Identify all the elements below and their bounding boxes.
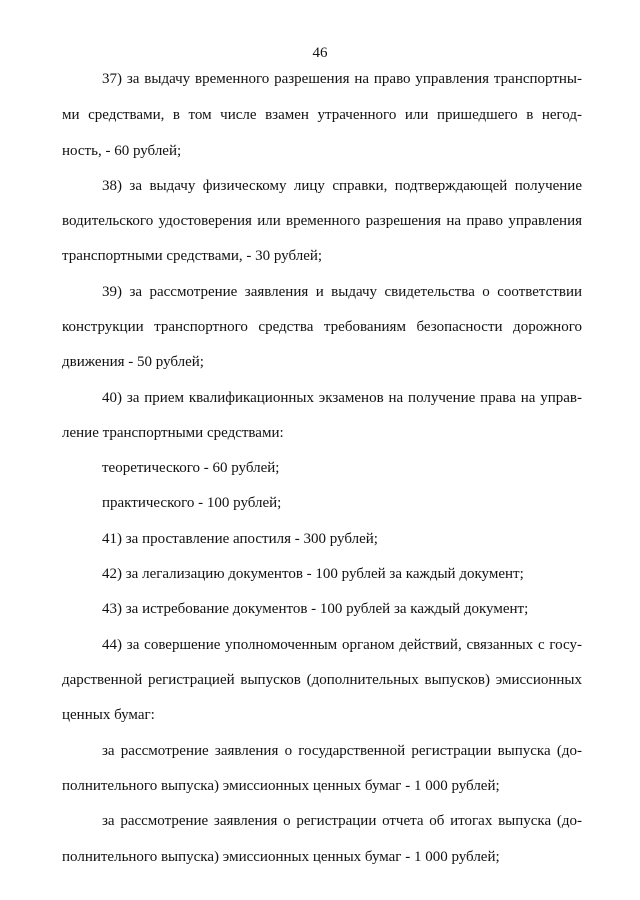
text-line: водительского удостоверения или временного разрешения на право управления	[62, 213, 582, 229]
page-number: 46	[312, 45, 328, 61]
text-line: ценных бумаг:	[62, 707, 155, 723]
text-line: теоретического - 60 рублей;	[102, 460, 280, 476]
text-line: за рассмотрение заявления о регистрации отчета об итогах выпуска (до-	[102, 813, 582, 829]
text-line: ление транспортными средствами:	[62, 425, 284, 441]
text-line: за рассмотрение заявления о государственной регистрации выпуска (до-	[102, 743, 582, 759]
text-line: 41) за проставление апостиля - 300 рублей;	[102, 531, 378, 547]
text-line: 39) за рассмотрение заявления и выдачу свидетельства о соответствии	[102, 284, 582, 300]
text-line: движения - 50 рублей;	[62, 354, 204, 370]
text-line: конструкции транспортного средства требованиям безопасности дорожного	[62, 319, 582, 335]
text-line: транспортными средствами, - 30 рублей;	[62, 248, 323, 264]
text-line: 37) за выдачу временного разрешения на право управления транспортны-	[102, 71, 582, 87]
text-line: 38) за выдачу физическому лицу справки, подтверждающей получение	[102, 178, 582, 194]
text-line: полнительного выпуска) эмиссионных ценных бумаг - 1 000 рублей;	[62, 849, 500, 865]
text-line: 40) за прием квалификационных экзаменов на получение права на управ-	[102, 390, 582, 406]
text-line: дарственной регистрацией выпусков (дополнительных выпусков) эмиссионных	[62, 672, 582, 688]
text-line: 43) за истребование документов - 100 рублей за каждый документ;	[102, 601, 529, 617]
text-line: ность, - 60 рублей;	[62, 143, 182, 159]
text-line: полнительного выпуска) эмиссионных ценных бумаг - 1 000 рублей;	[62, 778, 500, 794]
text-line: 42) за легализацию документов - 100 рублей за каждый документ;	[102, 566, 524, 582]
text-line: 44) за совершение уполномоченным органом действий, связанных с госу-	[102, 637, 582, 653]
text-line: ми средствами, в том числе взамен утраченного или пришедшего в негод-	[62, 107, 582, 123]
text-line: практического - 100 рублей;	[102, 495, 282, 511]
